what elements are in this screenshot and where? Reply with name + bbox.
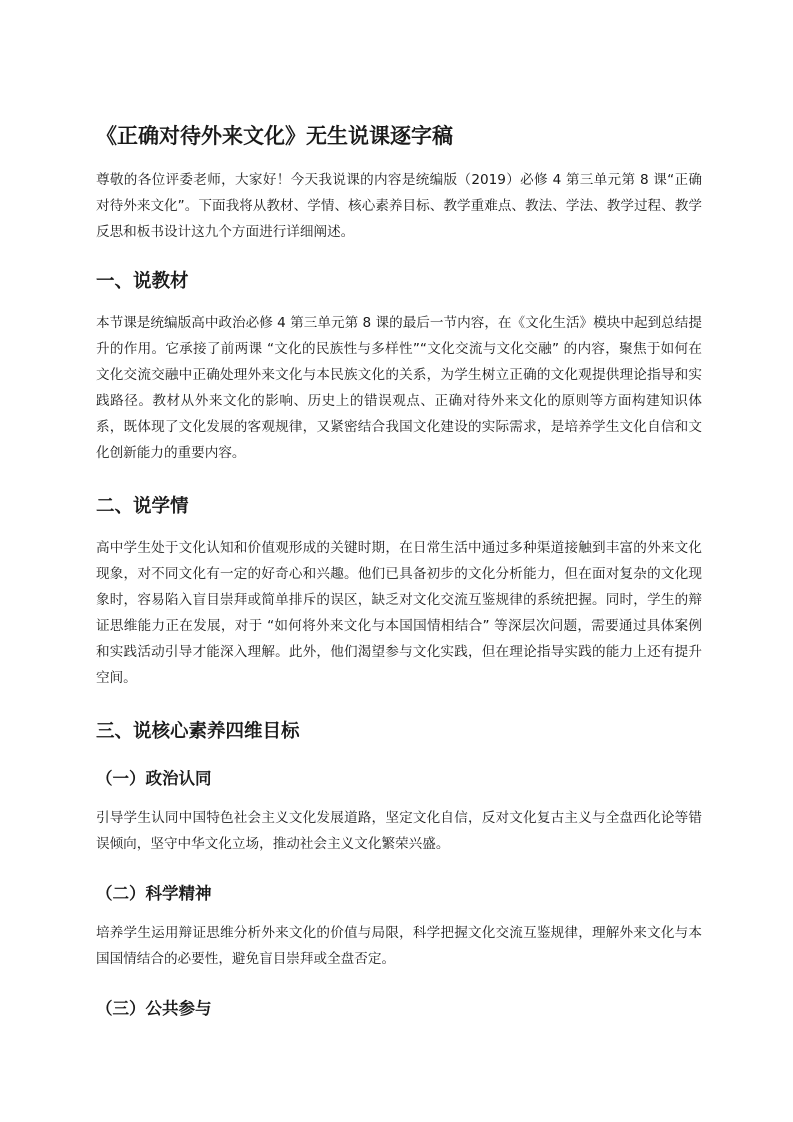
document-title: 《正确对待外来文化》无生说课逐字稿 (96, 124, 453, 148)
document-page (96, 118, 702, 1023)
section-body-students: 高中学生处于文化认知和价值观形成的关键时期，在日常生活中通过多种渠道接触到丰富的外来文化现象，对不同文化有一定的好奇心和兴趣。他们已具备初步的文化分析能力，但在面对复杂的文化现象时，容易陷入盲目崇拜或简单排斥的误区，缺乏对文化交流互鉴规律的系统把握。同时，学生的辩证思维能力正在发展，对于 “如何将外来文化与本国国情相结合” 等深层次问题，需要通过具体案例和实践活动引导才能深入理解。此外，他们渴望参与文化实践，但在理论指导实践的能力上还有提升空间。 (96, 540, 702, 686)
intro-paragraph: 尊敬的各位评委老师，大家好！今天我说课的内容是统编版（2019）必修 4 第三单元第 8 课“正确对待外来文化”。下面我将从教材、学情、核心素养目标、教学重难点、教法、学法、教学过程、教学反思和板书设计这九个方面进行详细阐述。 (96, 172, 702, 240)
section-heading-students: 二、说学情 (96, 496, 189, 517)
subsection-heading-science: （二）科学精神 (96, 884, 212, 903)
subsection-body-science: 培养学生运用辩证思维分析外来文化的价值与局限，科学把握文化交流互鉴规律，理解外来文化与本国国情结合的必要性，避免盲目崇拜或全盘否定。 (96, 925, 702, 967)
section-heading-goals: 三、说核心素养四维目标 (96, 721, 300, 742)
subsection-heading-public: （三）公共参与 (96, 999, 212, 1018)
section-heading-textbook: 一、说教材 (96, 271, 189, 292)
subsection-heading-political: （一）政治认同 (96, 769, 212, 788)
subsection-body-political: 引导学生认同中国特色社会主义文化发展道路，坚定文化自信，反对文化复古主义与全盘西化论等错误倾向，坚守中华文化立场，推动社会主义文化繁荣兴盛。 (96, 810, 702, 852)
section-body-textbook: 本节课是统编版高中政治必修 4 第三单元第 8 课的最后一节内容，在《文化生活》模块中起到总结提升的作用。它承接了前两课 “文化的民族性与多样性”“文化交流与文化交融” 的内容，聚焦于如何在文化交流交融中正确处理外来文化与本民族文化的关系，为学生树立正确的文化观提供理论指导和实践路径。教材从外来文化的影响、历史上的错误观点、正确对待外来文化的原则等方面构建知识体系，既体现了文化发展的客观规律，又紧密结合我国文化建设的实际需求，是培养学生文化自信和文化创新能力的重要内容。 (96, 315, 702, 461)
